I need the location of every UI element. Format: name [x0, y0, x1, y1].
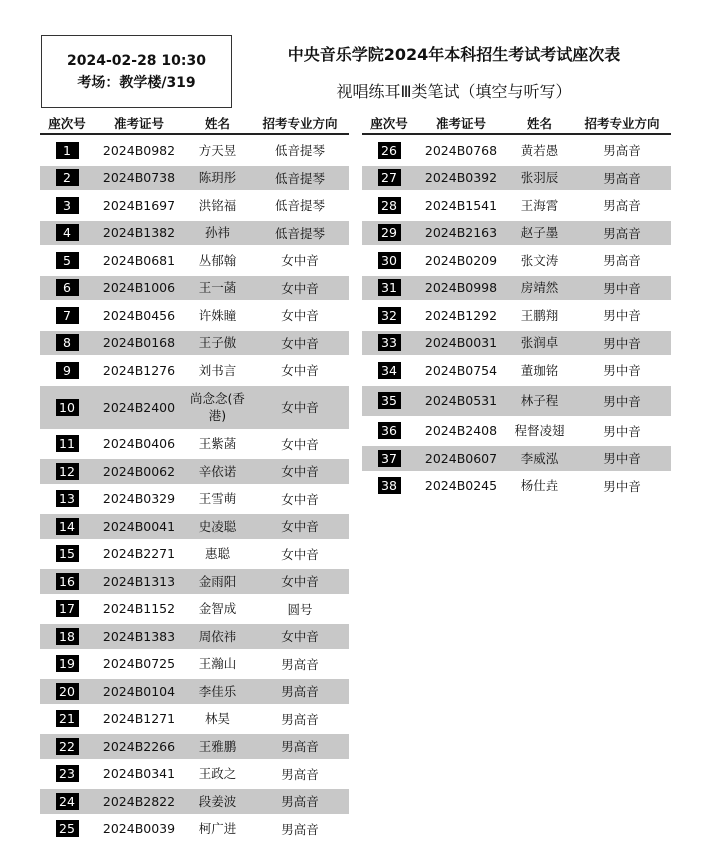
seat-cell	[40, 628, 94, 645]
student-name: 刘书言	[198, 362, 237, 378]
seating-table-right	[362, 113, 671, 498]
major-direction: 低音提琴	[274, 170, 325, 186]
major-direction: 男中音	[603, 335, 641, 351]
exam-id: 2024B0245	[424, 478, 498, 494]
exam-id: 2024B1276	[102, 362, 176, 378]
table-row	[362, 446, 671, 471]
seating-table-left	[40, 113, 349, 841]
seat-number: 31	[378, 279, 401, 296]
seat-number: 33	[378, 334, 401, 351]
table-row	[40, 331, 349, 356]
header-seat: 座次号	[48, 116, 86, 131]
seat-cell	[40, 793, 94, 810]
header-major: 招考专业方向	[262, 116, 338, 131]
major-direction: 男高音	[281, 684, 319, 700]
student-name: 王政之	[198, 766, 237, 782]
seat-cell	[40, 279, 94, 296]
major-direction: 男高音	[603, 198, 641, 214]
seat-number: 15	[56, 545, 79, 562]
major-direction: 女中音	[281, 400, 319, 415]
seat-cell	[362, 224, 416, 241]
seat-number: 19	[56, 655, 79, 672]
student-name: 周依祎	[198, 628, 237, 644]
seat-cell	[40, 738, 94, 755]
exam-id: 2024B0998	[424, 280, 498, 296]
table-row	[40, 248, 349, 273]
major-direction: 男高音	[603, 253, 641, 269]
seat-cell	[362, 252, 416, 269]
exam-id: 2024B1383	[102, 628, 176, 644]
seat-number: 24	[56, 793, 79, 810]
exam-id: 2024B0982	[102, 142, 176, 158]
seat-number: 11	[56, 435, 79, 452]
table-header	[40, 113, 349, 135]
major-direction: 男中音	[603, 423, 641, 439]
major-direction: 低音提琴	[274, 198, 325, 214]
seat-number: 1	[56, 142, 79, 159]
exam-id: 2024B0031	[424, 335, 498, 351]
table-row	[40, 762, 349, 787]
major-direction: 男中音	[603, 451, 641, 467]
seat-cell	[40, 399, 94, 416]
seat-cell	[40, 573, 94, 590]
exam-id: 2024B0104	[102, 683, 176, 699]
student-name: 方天昱	[198, 142, 237, 158]
exam-id: 2024B2271	[102, 546, 176, 562]
seat-cell	[362, 362, 416, 379]
exam-id: 2024B1292	[424, 307, 498, 323]
seat-number: 10	[56, 399, 79, 416]
table-row	[40, 624, 349, 649]
table-body	[40, 138, 349, 841]
seat-cell	[40, 362, 94, 379]
table-row	[40, 487, 349, 512]
seat-number: 22	[56, 738, 79, 755]
student-name: 尚念念(香港)	[190, 391, 245, 423]
table-row	[40, 514, 349, 539]
seat-cell	[362, 392, 416, 409]
seat-number: 32	[378, 307, 401, 324]
exam-id: 2024B0329	[102, 491, 176, 507]
exam-id: 2024B0531	[424, 393, 498, 408]
major-direction: 女中音	[281, 464, 319, 480]
table-row	[40, 597, 349, 622]
student-name: 董珈铭	[520, 362, 559, 378]
exam-id: 2024B0681	[102, 252, 176, 268]
table-row	[362, 358, 671, 383]
header-major: 招考专业方向	[584, 116, 660, 131]
seat-cell	[362, 477, 416, 494]
seat-number: 5	[56, 252, 79, 269]
major-direction: 女中音	[281, 363, 319, 379]
seat-cell	[40, 710, 94, 727]
seat-cell	[362, 307, 416, 324]
exam-id: 2024B2822	[102, 793, 176, 809]
table-row	[40, 542, 349, 567]
header-name: 姓名	[204, 115, 230, 131]
seat-cell	[40, 169, 94, 186]
major-direction: 男高音	[281, 656, 319, 672]
seat-number: 35	[378, 392, 401, 409]
table-row	[362, 248, 671, 273]
exam-id: 2024B2408	[424, 423, 498, 439]
student-name: 程督凌翅	[514, 423, 565, 439]
major-direction: 男中音	[603, 280, 641, 296]
exam-datetime: 2024-02-28 10:30	[67, 52, 206, 69]
student-name: 惠聪	[204, 546, 230, 562]
major-direction: 女中音	[281, 574, 319, 590]
student-name: 洪铭福	[198, 197, 237, 213]
table-row	[40, 569, 349, 594]
seat-number: 14	[56, 518, 79, 535]
student-name: 段姜波	[198, 793, 237, 809]
seat-number: 21	[56, 710, 79, 727]
student-name: 史凌聪	[198, 518, 237, 534]
exam-room: 考场：教学楼/319	[77, 74, 196, 91]
seat-cell	[362, 279, 416, 296]
major-direction: 女中音	[281, 519, 319, 535]
seat-cell	[40, 224, 94, 241]
student-name: 许姝瞳	[198, 307, 237, 323]
student-name: 赵子墨	[520, 225, 559, 241]
seat-cell	[362, 169, 416, 186]
table-row	[40, 358, 349, 383]
seat-number: 30	[378, 252, 401, 269]
student-name: 李佳乐	[198, 683, 237, 699]
table-row	[40, 303, 349, 328]
seat-number: 17	[56, 600, 79, 617]
exam-id: 2024B1697	[102, 197, 176, 213]
student-name: 房靖然	[520, 280, 559, 296]
exam-id: 2024B0209	[424, 252, 498, 268]
student-name: 陈玥彤	[198, 170, 237, 186]
exam-id: 2024B0039	[102, 821, 176, 837]
major-direction: 低音提琴	[274, 143, 325, 159]
table-row	[40, 276, 349, 301]
seat-cell	[40, 252, 94, 269]
seat-cell	[362, 422, 416, 439]
seat-number: 4	[56, 224, 79, 241]
seat-cell	[40, 765, 94, 782]
student-name: 林昊	[204, 711, 230, 727]
seat-number: 25	[56, 820, 79, 837]
seat-number: 20	[56, 683, 79, 700]
seat-number: 16	[56, 573, 79, 590]
table-row	[40, 138, 349, 163]
major-direction: 男高音	[281, 794, 319, 810]
header-name: 姓名	[526, 115, 552, 131]
exam-id: 2024B0392	[424, 170, 498, 186]
exam-id: 2024B0725	[102, 656, 176, 672]
major-direction: 女中音	[281, 546, 319, 562]
seat-number: 36	[378, 422, 401, 439]
student-name: 王一菡	[198, 280, 237, 296]
exam-id: 2024B1313	[102, 573, 176, 589]
seat-number: 29	[378, 224, 401, 241]
table-row	[40, 386, 349, 429]
table-body	[362, 138, 671, 498]
exam-id: 2024B2163	[424, 225, 498, 241]
seat-number: 38	[378, 477, 401, 494]
exam-id: 2024B0456	[102, 307, 176, 323]
page-subtitle: 视唱练耳Ⅲ类笔试（填空与听写）	[336, 82, 572, 101]
major-direction: 男中音	[603, 308, 641, 324]
seat-number: 6	[56, 279, 79, 296]
exam-id: 2024B1382	[102, 225, 176, 241]
exam-id: 2024B2400	[102, 399, 176, 415]
table-header	[362, 113, 671, 135]
seat-cell	[40, 463, 94, 480]
header-seat: 座次号	[370, 116, 408, 131]
table-row	[40, 652, 349, 677]
seat-number: 34	[378, 362, 401, 379]
seat-cell	[40, 142, 94, 159]
table-row	[362, 331, 671, 356]
seat-cell	[40, 197, 94, 214]
seat-cell	[40, 307, 94, 324]
major-direction: 男中音	[603, 478, 641, 494]
major-direction: 女中音	[281, 308, 319, 324]
student-name: 孙祎	[204, 225, 230, 241]
seat-cell	[40, 490, 94, 507]
student-name: 杨仕垚	[520, 478, 559, 494]
major-direction: 女中音	[281, 629, 319, 645]
seat-cell	[362, 334, 416, 351]
table-row	[362, 166, 671, 191]
exam-id: 2024B0768	[424, 142, 498, 158]
major-direction: 男中音	[603, 393, 641, 409]
table-row	[40, 432, 349, 457]
major-direction: 女中音	[281, 335, 319, 351]
student-name: 王海霄	[520, 197, 559, 213]
table-row	[40, 166, 349, 191]
student-name: 王子傲	[198, 335, 237, 351]
major-direction: 女中音	[281, 436, 319, 452]
seat-cell	[362, 142, 416, 159]
exam-id: 2024B1006	[102, 280, 176, 296]
seat-number: 12	[56, 463, 79, 480]
seat-number: 7	[56, 307, 79, 324]
student-name: 张润卓	[520, 335, 559, 351]
exam-id: 2024B0738	[102, 170, 176, 186]
seat-cell	[362, 450, 416, 467]
major-direction: 女中音	[281, 253, 319, 269]
seat-number: 13	[56, 490, 79, 507]
student-name: 金雨阳	[198, 573, 237, 589]
table-row	[40, 789, 349, 814]
exam-id: 2024B0341	[102, 766, 176, 782]
seat-cell	[40, 600, 94, 617]
seat-cell	[40, 518, 94, 535]
student-name: 李威泓	[520, 450, 559, 466]
exam-id: 2024B1541	[424, 197, 498, 213]
student-name: 王紫菡	[198, 436, 237, 452]
page-title: 中央音乐学院2024年本科招生考试考试座次表	[287, 45, 621, 64]
table-row	[362, 419, 671, 444]
major-direction: 男高音	[281, 766, 319, 782]
seat-cell	[40, 683, 94, 700]
student-name: 黄若愚	[520, 142, 559, 158]
seat-cell	[40, 545, 94, 562]
student-name: 张文涛	[520, 252, 559, 268]
seat-number: 8	[56, 334, 79, 351]
header-exam-id: 准考证号	[435, 116, 486, 131]
exam-id: 2024B0607	[424, 450, 498, 466]
seat-number: 3	[56, 197, 79, 214]
student-name: 丛郁翰	[198, 252, 237, 268]
seat-cell	[362, 197, 416, 214]
table-row	[40, 193, 349, 218]
major-direction: 男高音	[281, 821, 319, 837]
seat-number: 2	[56, 169, 79, 186]
major-direction: 男高音	[281, 739, 319, 755]
seat-number: 9	[56, 362, 79, 379]
table-row	[40, 707, 349, 732]
table-row	[362, 221, 671, 246]
major-direction: 男高音	[603, 225, 641, 241]
seat-number: 26	[378, 142, 401, 159]
major-direction: 男中音	[603, 363, 641, 379]
seat-number: 28	[378, 197, 401, 214]
seat-number: 37	[378, 450, 401, 467]
seat-number: 27	[378, 169, 401, 186]
student-name: 王鹏翔	[520, 307, 559, 323]
table-row	[362, 474, 671, 499]
student-name: 王雅鹏	[198, 738, 237, 754]
table-row	[362, 138, 671, 163]
student-name: 王雪萌	[198, 491, 237, 507]
seat-number: 23	[56, 765, 79, 782]
seat-cell	[40, 655, 94, 672]
major-direction: 男高音	[281, 711, 319, 727]
seat-cell	[40, 334, 94, 351]
table-row	[40, 817, 349, 842]
student-name: 金智成	[198, 601, 237, 617]
exam-id: 2024B0406	[102, 436, 176, 452]
exam-id: 2024B0041	[102, 518, 176, 534]
header-exam-id: 准考证号	[113, 116, 164, 131]
exam-id: 2024B1271	[102, 711, 176, 727]
major-direction: 男高音	[603, 170, 641, 186]
exam-id: 2024B0168	[102, 335, 176, 351]
exam-info-box	[41, 35, 232, 108]
exam-id: 2024B2266	[102, 738, 176, 754]
student-name: 柯广进	[198, 821, 237, 837]
exam-id: 2024B0754	[424, 362, 498, 378]
table-row	[362, 303, 671, 328]
exam-id: 2024B1152	[102, 601, 176, 617]
table-row	[40, 734, 349, 759]
table-row	[362, 276, 671, 301]
exam-id: 2024B0062	[102, 463, 176, 479]
major-direction: 圆号	[287, 601, 313, 617]
table-row	[362, 386, 671, 416]
major-direction: 男高音	[603, 143, 641, 159]
seat-cell	[40, 435, 94, 452]
student-name: 辛依诺	[198, 463, 237, 479]
table-row	[40, 221, 349, 246]
student-name: 王瀚山	[198, 656, 237, 672]
student-name: 张羽辰	[520, 170, 559, 186]
major-direction: 女中音	[281, 280, 319, 296]
major-direction: 低音提琴	[274, 225, 325, 241]
table-row	[40, 459, 349, 484]
seat-number: 18	[56, 628, 79, 645]
student-name: 林子程	[520, 393, 559, 408]
table-row	[40, 679, 349, 704]
major-direction: 女中音	[281, 491, 319, 507]
seat-cell	[40, 820, 94, 837]
table-row	[362, 193, 671, 218]
